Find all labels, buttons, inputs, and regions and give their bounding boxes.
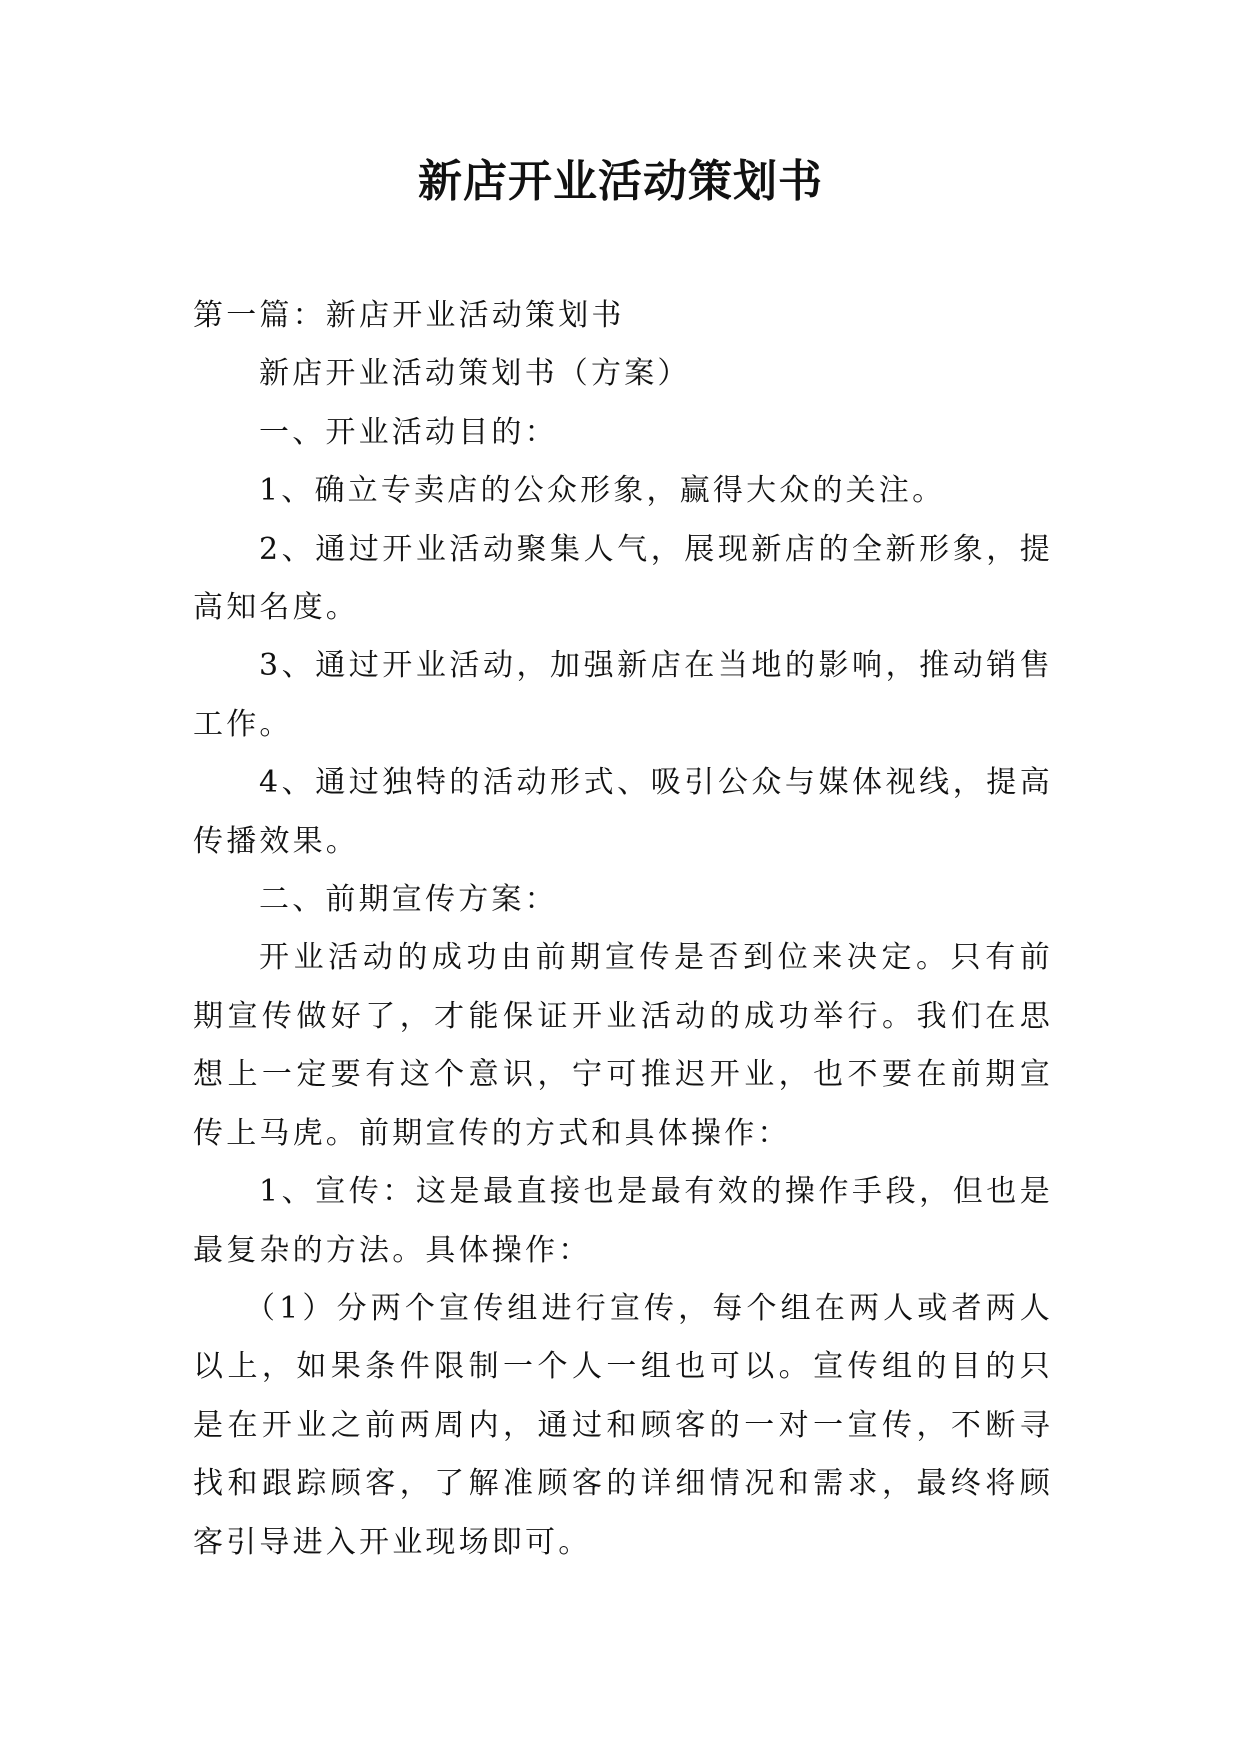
chapter-heading: 第一篇：新店开业活动策划书: [193, 298, 625, 333]
document-body: [193, 287, 1053, 1572]
section-heading-promotion: 二、前期宣传方案：: [259, 882, 558, 918]
promotion-intro-paragraph: 开业活动的成功由前期宣传是否到位来决定。只有前期宣传做好了，才能保证开业活动的成功举行。我们在思想上一定要有这个意识，宁可推迟开业，也不要在前期宣传上马虎。前期宣传的方式和具体操作：: [193, 940, 1053, 1151]
plan-subtitle: 新店开业活动策划书（方案）: [259, 356, 691, 392]
promotion-subitem-1: （1）分两个宣传组进行宣传，每个组在两人或者两人以上，如果条件限制一个人一组也可以。宣传组的目的只是在开业之前两周内，通过和顾客的一对一宣传，不断寻找和跟踪顾客，了解准顾客的详细情况和需求，最终将顾客引导进入开业现场即可。: [193, 1290, 1053, 1560]
document-title: 新店开业活动策划书: [418, 156, 823, 207]
section-heading-purpose: 一、开业活动目的：: [259, 414, 558, 450]
purpose-item-1: 1、确立专卖店的公众形象，赢得大众的关注。: [259, 473, 946, 509]
purpose-item-4: 4、通过独特的活动形式、吸引公众与媒体视线，提高传播效果。: [193, 765, 1053, 859]
purpose-item-3: 3、通过开业活动，加强新店在当地的影响，推动销售工作。: [193, 648, 1053, 742]
purpose-item-2: 2、通过开业活动聚集人气，展现新店的全新形象，提高知名度。: [193, 531, 1053, 626]
promotion-item-1: 1、宣传：这是最直接也是最有效的操作手段，但也是最复杂的方法。具体操作：: [193, 1174, 1053, 1268]
